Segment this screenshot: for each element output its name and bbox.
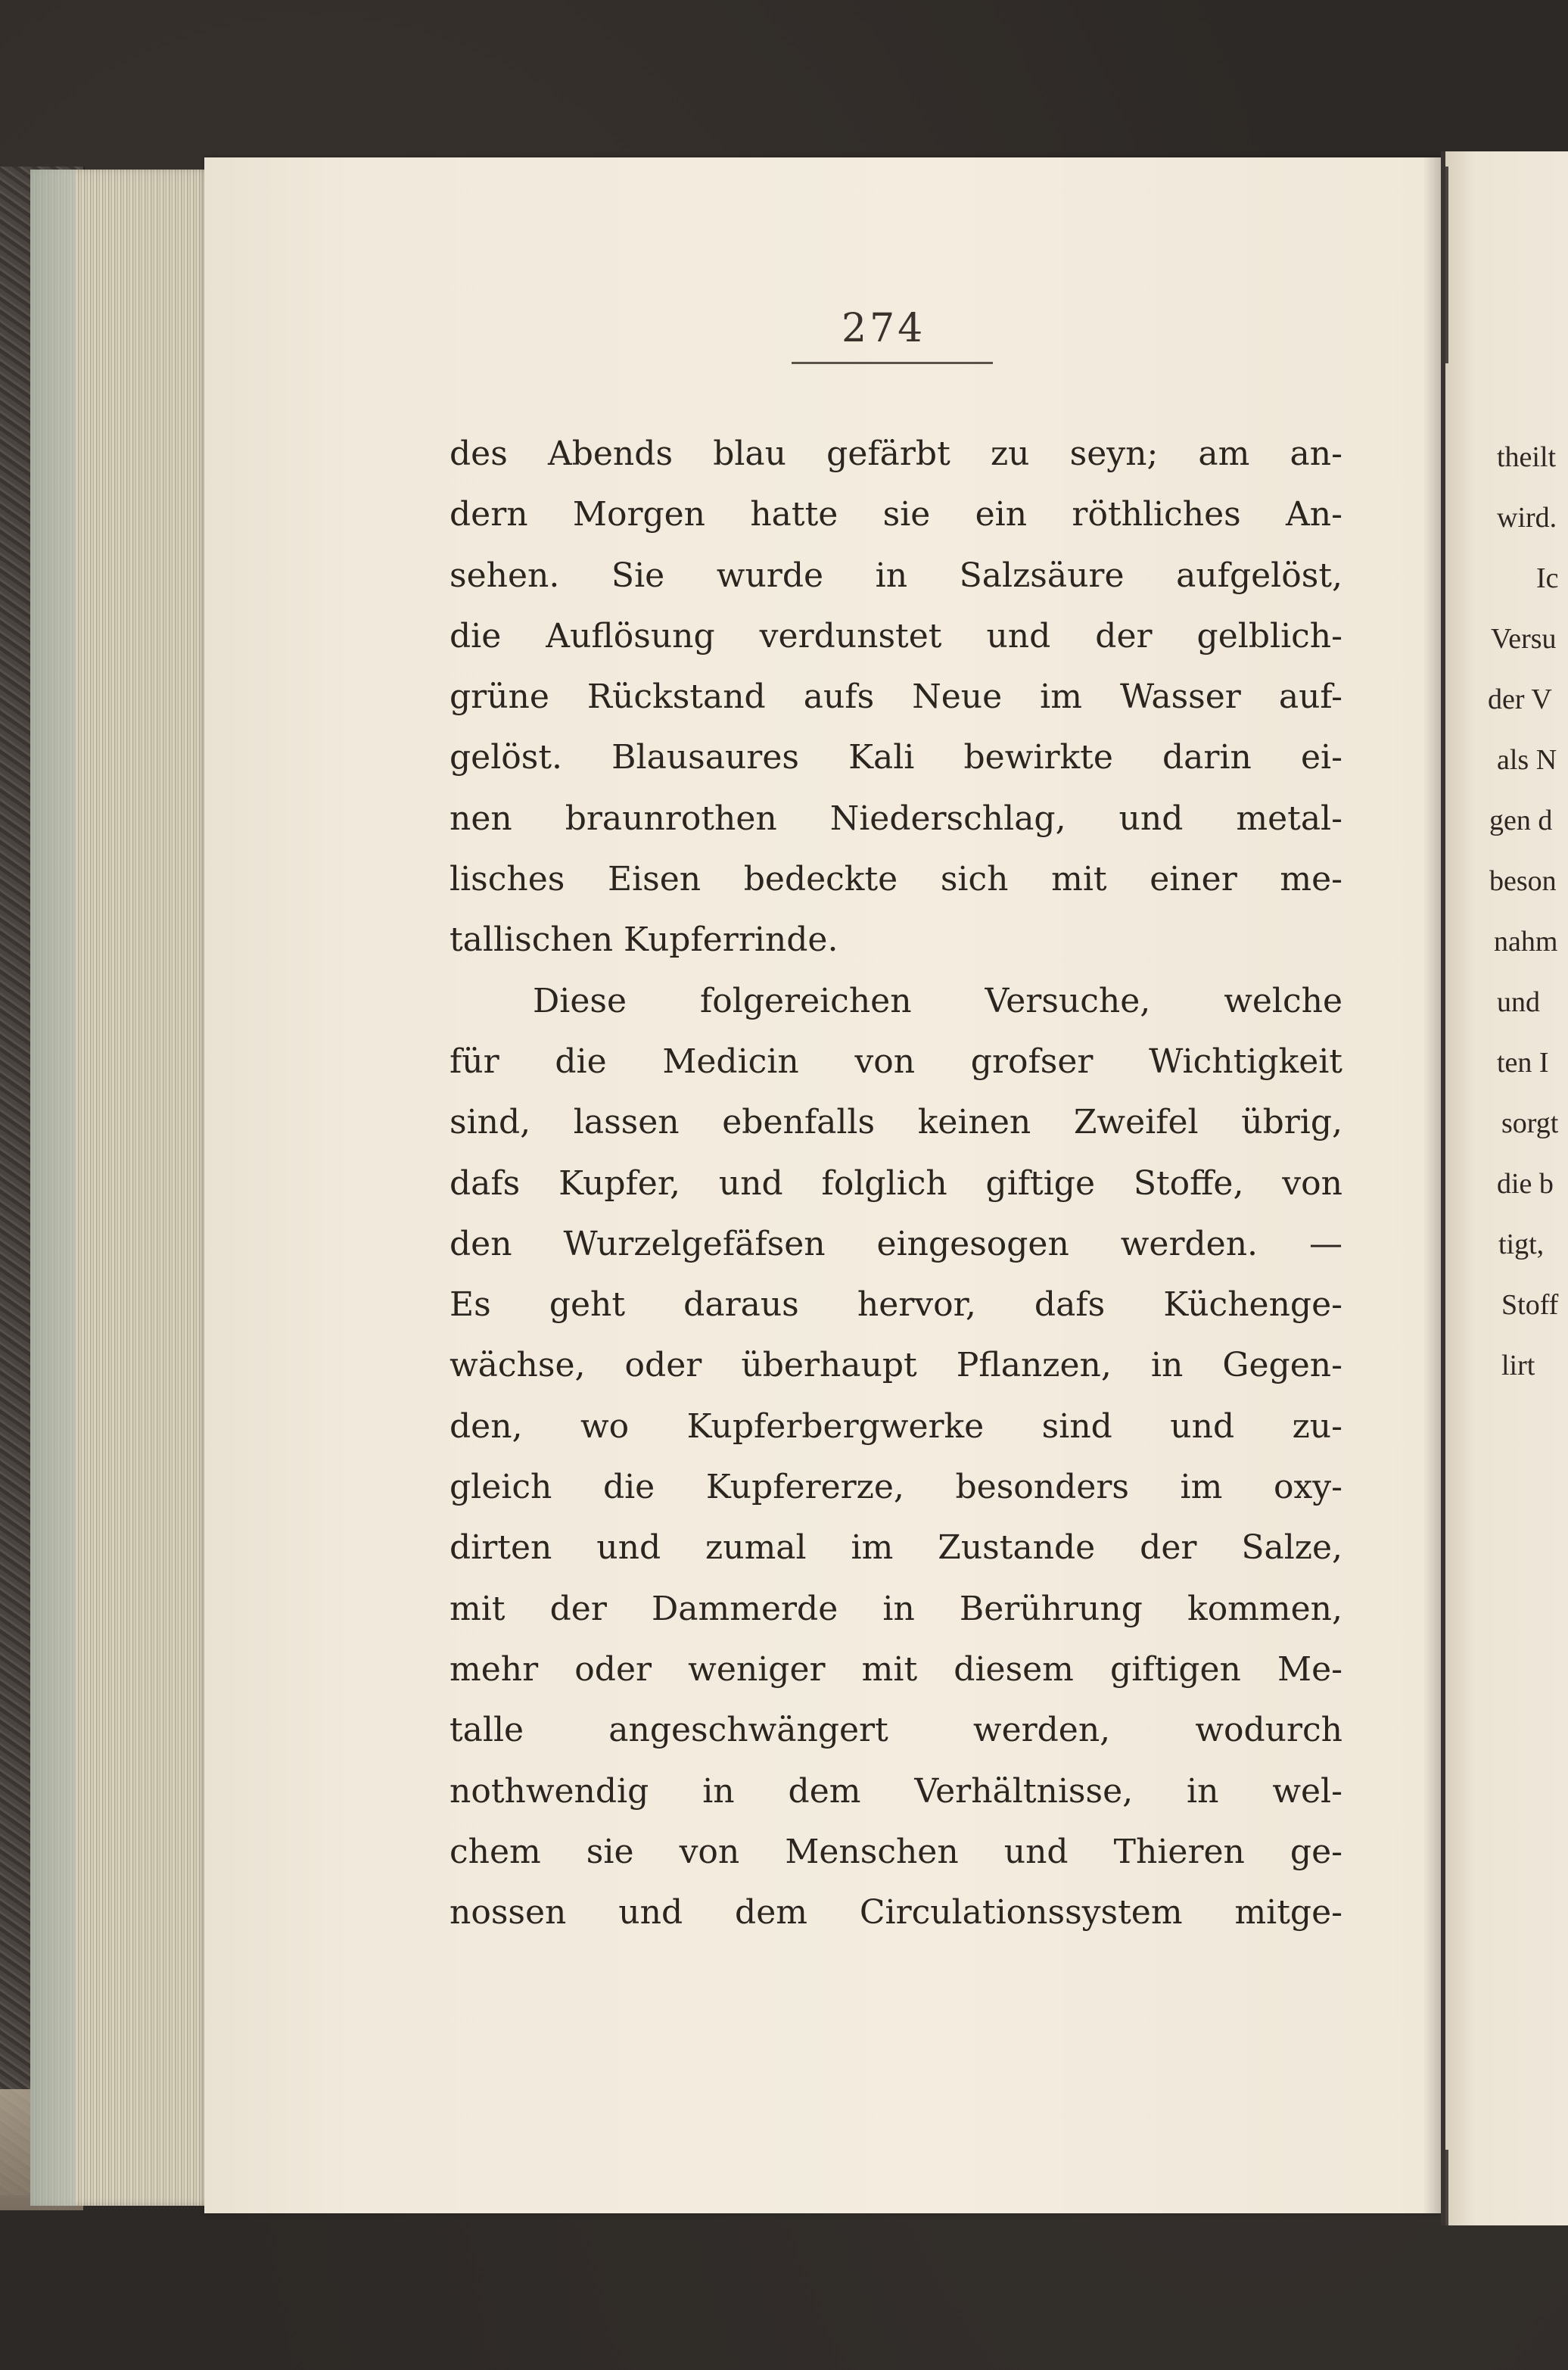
text-line: Diese folgereichen Versuche, welche	[533, 981, 1342, 1020]
page-edges	[30, 170, 219, 2206]
facing-page-fragment: ten I	[1497, 1047, 1549, 1079]
facing-page-fragment: Stoff	[1501, 1289, 1559, 1321]
text-line: mit der Dammerde in Berührung kommen,	[450, 1589, 1342, 1628]
text-line: grüne Rückstand aufs Neue im Wasser auf-	[450, 677, 1342, 717]
text-line: nossen und dem Circulationssystem mitge-	[450, 1893, 1342, 1932]
text-line: dirten und zumal im Zustande der Salze,	[450, 1528, 1342, 1568]
facing-page-fragment: nahm	[1494, 926, 1558, 958]
text-line: sehen. Sie wurde in Salzsäure aufgelöst,	[450, 556, 1342, 595]
facing-page-edge	[1445, 2150, 1448, 2225]
text-line: talle angeschwängert werden, wodurch	[450, 1711, 1342, 1750]
facing-page-fragment: die b	[1497, 1168, 1554, 1200]
body-text	[450, 424, 1342, 1943]
facing-page-fragment: Versu	[1491, 623, 1557, 655]
facing-page-fragment: sorgt	[1501, 1107, 1559, 1139]
text-line: Es geht daraus hervor, dafs Küchenge-	[450, 1285, 1342, 1325]
text-line: nothwendig in dem Verhältnisse, in wel-	[450, 1771, 1342, 1811]
header-rule	[792, 362, 993, 364]
facing-page-fragment: lirt	[1501, 1350, 1535, 1381]
text-line: wächse, oder überhaupt Pflanzen, in Gegen-	[450, 1346, 1342, 1385]
text-line: gelöst. Blausaures Kali bewirkte darin ei-	[450, 738, 1342, 777]
text-line: für die Medicin von grofser Wichtigkeit	[450, 1042, 1342, 1081]
facing-page-fragment: wird.	[1497, 502, 1557, 534]
facing-page-fragment: beson	[1489, 865, 1557, 897]
facing-page-edge	[1445, 167, 1448, 363]
facing-page-fragment: als N	[1497, 744, 1557, 776]
facing-page-fragment: Ic	[1536, 562, 1559, 594]
text-line: mehr oder weniger mit diesem giftigen Me-	[450, 1649, 1342, 1689]
facing-page-fragment: und	[1497, 986, 1540, 1018]
text-line: des Abends blau gefärbt zu seyn; am an-	[450, 434, 1342, 473]
facing-page-fragment: der V	[1488, 684, 1552, 715]
text-line: gleich die Kupfererze, besonders im oxy-	[450, 1468, 1342, 1507]
text-line: tallischen Kupferrinde.	[450, 920, 838, 960]
text-line: den, wo Kupferbergwerke sind und zu-	[450, 1406, 1342, 1446]
text-line: die Auflösung verdunstet und der gelblich-	[450, 616, 1342, 656]
text-line: sind, lassen ebenfalls keinen Zweifel übrig,	[450, 1103, 1342, 1142]
text-line: nen braunrothen Niederschlag, und metal-	[450, 799, 1342, 838]
page-number: 274	[842, 306, 926, 351]
text-line: chem sie von Menschen und Thieren ge-	[450, 1832, 1342, 1871]
facing-page-fragment: gen d	[1489, 805, 1553, 836]
text-line: lisches Eisen bedeckte sich mit einer me-	[450, 860, 1342, 899]
facing-page-fragment: theilt	[1497, 441, 1557, 473]
text-line: dern Morgen hatte sie ein röthliches An-	[450, 495, 1342, 534]
facing-page-fragment: tigt,	[1498, 1229, 1545, 1260]
text-line: dafs Kupfer, und folglich giftige Stoffe, von	[450, 1163, 1342, 1203]
text-line: den Wurzelgefäfsen eingesogen werden. —	[450, 1224, 1342, 1263]
